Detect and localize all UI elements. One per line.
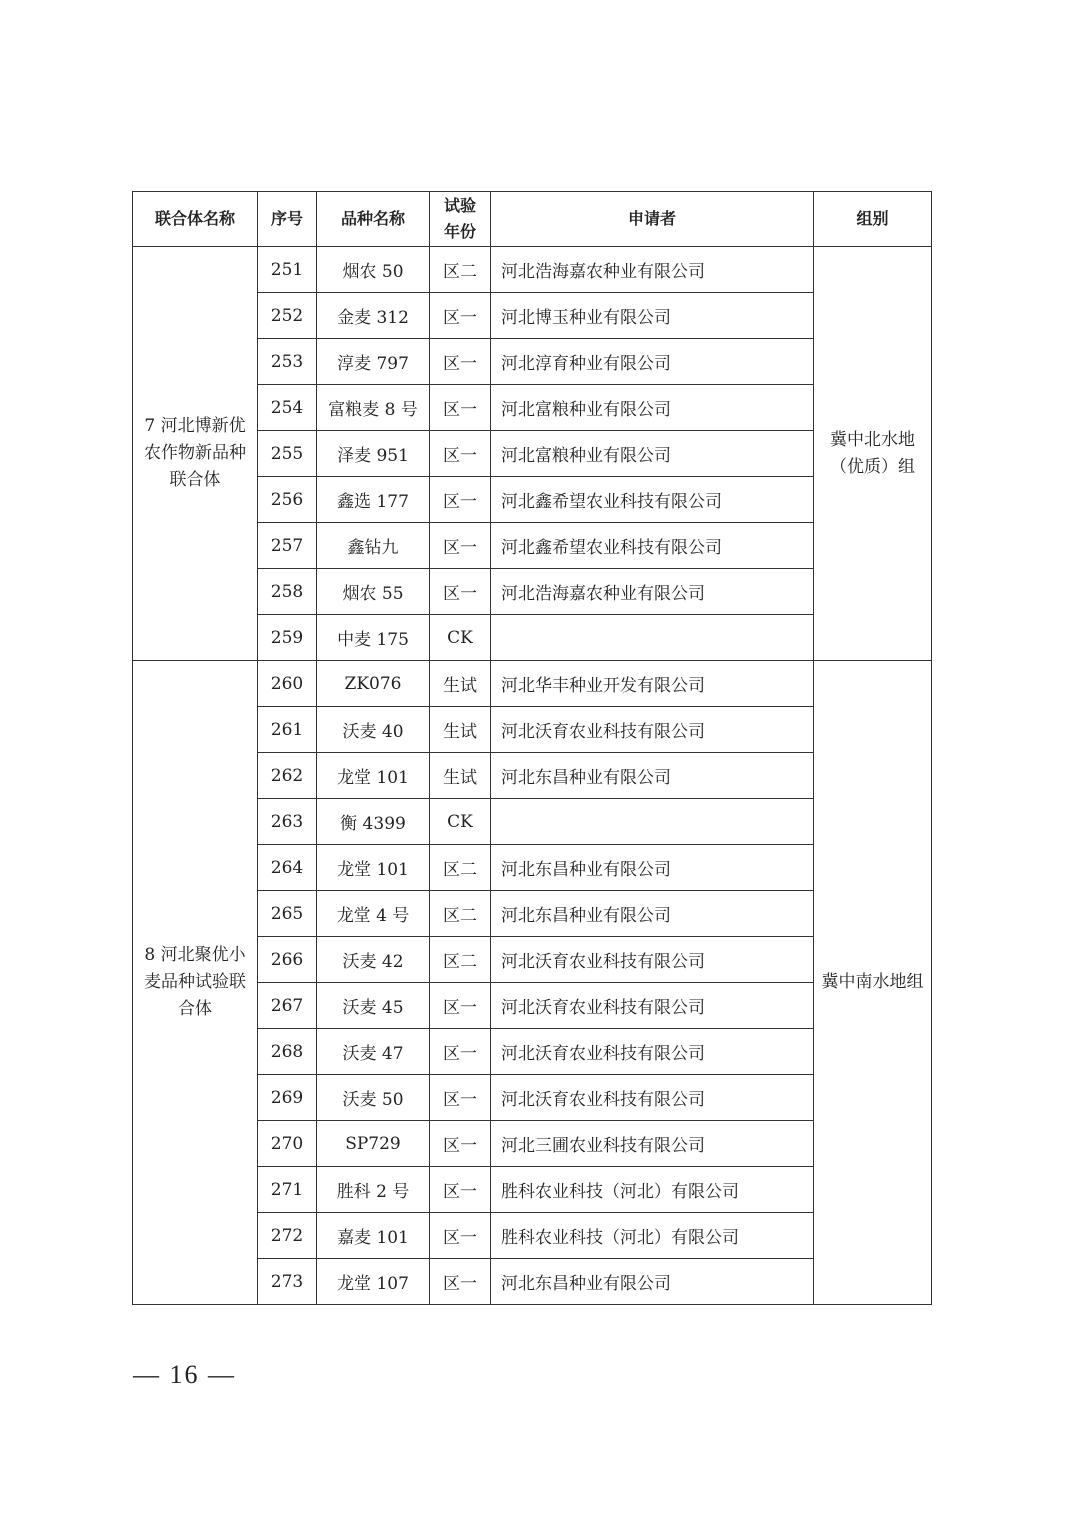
seq-number: 264 xyxy=(258,845,317,891)
variety-name: 胜科 2 号 xyxy=(317,1167,430,1213)
variety-name: 龙堂 101 xyxy=(317,845,430,891)
variety-name: 龙堂 101 xyxy=(317,753,430,799)
trial-year: 区一 xyxy=(430,1167,491,1213)
variety-name: 富粮麦 8 号 xyxy=(317,385,430,431)
trial-year: 区一 xyxy=(430,523,491,569)
applicant: 河北沃育农业科技有限公司 xyxy=(491,1029,814,1075)
applicant: 河北沃育农业科技有限公司 xyxy=(491,983,814,1029)
applicant: 河北东昌种业有限公司 xyxy=(491,1259,814,1305)
variety-name: 沃麦 45 xyxy=(317,983,430,1029)
trial-year: 区二 xyxy=(430,891,491,937)
variety-name: 烟农 55 xyxy=(317,569,430,615)
applicant: 胜科农业科技（河北）有限公司 xyxy=(491,1213,814,1259)
variety-name: 沃麦 50 xyxy=(317,1075,430,1121)
trial-year: 区一 xyxy=(430,1259,491,1305)
table-header-row xyxy=(133,192,932,247)
trial-year: 区二 xyxy=(430,937,491,983)
variety-name: 龙堂 4 号 xyxy=(317,891,430,937)
seq-number: 255 xyxy=(258,431,317,477)
header-trial-year: 试验年份 xyxy=(430,192,491,247)
seq-number: 259 xyxy=(258,615,317,661)
variety-name: 烟农 50 xyxy=(317,247,430,293)
seq-number: 263 xyxy=(258,799,317,845)
group-name: 冀中南水地组 xyxy=(814,661,932,1305)
variety-name: 鑫选 177 xyxy=(317,477,430,523)
seq-number: 258 xyxy=(258,569,317,615)
page-number: — 16 — xyxy=(133,1360,236,1389)
applicant: 河北东昌种业有限公司 xyxy=(491,753,814,799)
seq-number: 257 xyxy=(258,523,317,569)
trial-year: 区一 xyxy=(430,339,491,385)
applicant: 河北富粮种业有限公司 xyxy=(491,431,814,477)
applicant: 河北东昌种业有限公司 xyxy=(491,845,814,891)
variety-name: 金麦 312 xyxy=(317,293,430,339)
applicant: 河北沃育农业科技有限公司 xyxy=(491,1075,814,1121)
table-row xyxy=(133,661,932,707)
seq-number: 254 xyxy=(258,385,317,431)
applicant: 河北淳育种业有限公司 xyxy=(491,339,814,385)
applicant: 河北鑫希望农业科技有限公司 xyxy=(491,523,814,569)
seq-number: 256 xyxy=(258,477,317,523)
group-name: 冀中北水地（优质）组 xyxy=(814,247,932,661)
seq-number: 260 xyxy=(258,661,317,707)
trial-year: 区一 xyxy=(430,983,491,1029)
trial-year: 区一 xyxy=(430,1029,491,1075)
variety-name: 沃麦 47 xyxy=(317,1029,430,1075)
seq-number: 266 xyxy=(258,937,317,983)
seq-number: 262 xyxy=(258,753,317,799)
variety-name: ZK076 xyxy=(317,661,430,707)
applicant: 河北鑫希望农业科技有限公司 xyxy=(491,477,814,523)
header-group: 组别 xyxy=(814,192,932,247)
seq-number: 272 xyxy=(258,1213,317,1259)
trial-year: CK xyxy=(430,615,491,661)
header-applicant: 申请者 xyxy=(491,192,814,247)
variety-name: 淳麦 797 xyxy=(317,339,430,385)
trial-year: 区二 xyxy=(430,247,491,293)
trial-year: 生试 xyxy=(430,661,491,707)
applicant xyxy=(491,615,814,661)
applicant: 河北浩海嘉农种业有限公司 xyxy=(491,569,814,615)
trial-year: 区一 xyxy=(430,1213,491,1259)
applicant xyxy=(491,799,814,845)
seq-number: 261 xyxy=(258,707,317,753)
table-row xyxy=(133,247,932,293)
union-name: 8 河北聚优小麦品种试验联合体 xyxy=(133,661,258,1305)
variety-name: 沃麦 40 xyxy=(317,707,430,753)
applicant: 河北三圃农业科技有限公司 xyxy=(491,1121,814,1167)
seq-number: 251 xyxy=(258,247,317,293)
applicant: 河北沃育农业科技有限公司 xyxy=(491,707,814,753)
trial-year: 区一 xyxy=(430,569,491,615)
applicant: 河北博玉种业有限公司 xyxy=(491,293,814,339)
seq-number: 269 xyxy=(258,1075,317,1121)
trial-year: CK xyxy=(430,799,491,845)
seq-number: 253 xyxy=(258,339,317,385)
variety-name: 泽麦 951 xyxy=(317,431,430,477)
applicant: 河北富粮种业有限公司 xyxy=(491,385,814,431)
trial-year: 区一 xyxy=(430,1075,491,1121)
applicant: 河北沃育农业科技有限公司 xyxy=(491,937,814,983)
applicant: 河北华丰种业开发有限公司 xyxy=(491,661,814,707)
seq-number: 271 xyxy=(258,1167,317,1213)
applicant: 河北东昌种业有限公司 xyxy=(491,891,814,937)
header-variety: 品种名称 xyxy=(317,192,430,247)
applicant: 河北浩海嘉农种业有限公司 xyxy=(491,247,814,293)
variety-name: 嘉麦 101 xyxy=(317,1213,430,1259)
seq-number: 267 xyxy=(258,983,317,1029)
variety-name: 龙堂 107 xyxy=(317,1259,430,1305)
header-union: 联合体名称 xyxy=(133,192,258,247)
variety-trial-table xyxy=(132,191,932,1305)
trial-year: 区一 xyxy=(430,431,491,477)
trial-year: 区一 xyxy=(430,385,491,431)
trial-year: 区一 xyxy=(430,293,491,339)
trial-year: 区一 xyxy=(430,477,491,523)
table-body xyxy=(133,247,932,1305)
seq-number: 252 xyxy=(258,293,317,339)
variety-name: 中麦 175 xyxy=(317,615,430,661)
seq-number: 270 xyxy=(258,1121,317,1167)
header-seq: 序号 xyxy=(258,192,317,247)
trial-year: 区一 xyxy=(430,1121,491,1167)
variety-name: 鑫钻九 xyxy=(317,523,430,569)
variety-name: 衡 4399 xyxy=(317,799,430,845)
seq-number: 273 xyxy=(258,1259,317,1305)
trial-year: 生试 xyxy=(430,753,491,799)
seq-number: 268 xyxy=(258,1029,317,1075)
trial-year: 区二 xyxy=(430,845,491,891)
union-name: 7 河北博新优农作物新品种联合体 xyxy=(133,247,258,661)
variety-name: SP729 xyxy=(317,1121,430,1167)
trial-year: 生试 xyxy=(430,707,491,753)
variety-name: 沃麦 42 xyxy=(317,937,430,983)
seq-number: 265 xyxy=(258,891,317,937)
applicant: 胜科农业科技（河北）有限公司 xyxy=(491,1167,814,1213)
